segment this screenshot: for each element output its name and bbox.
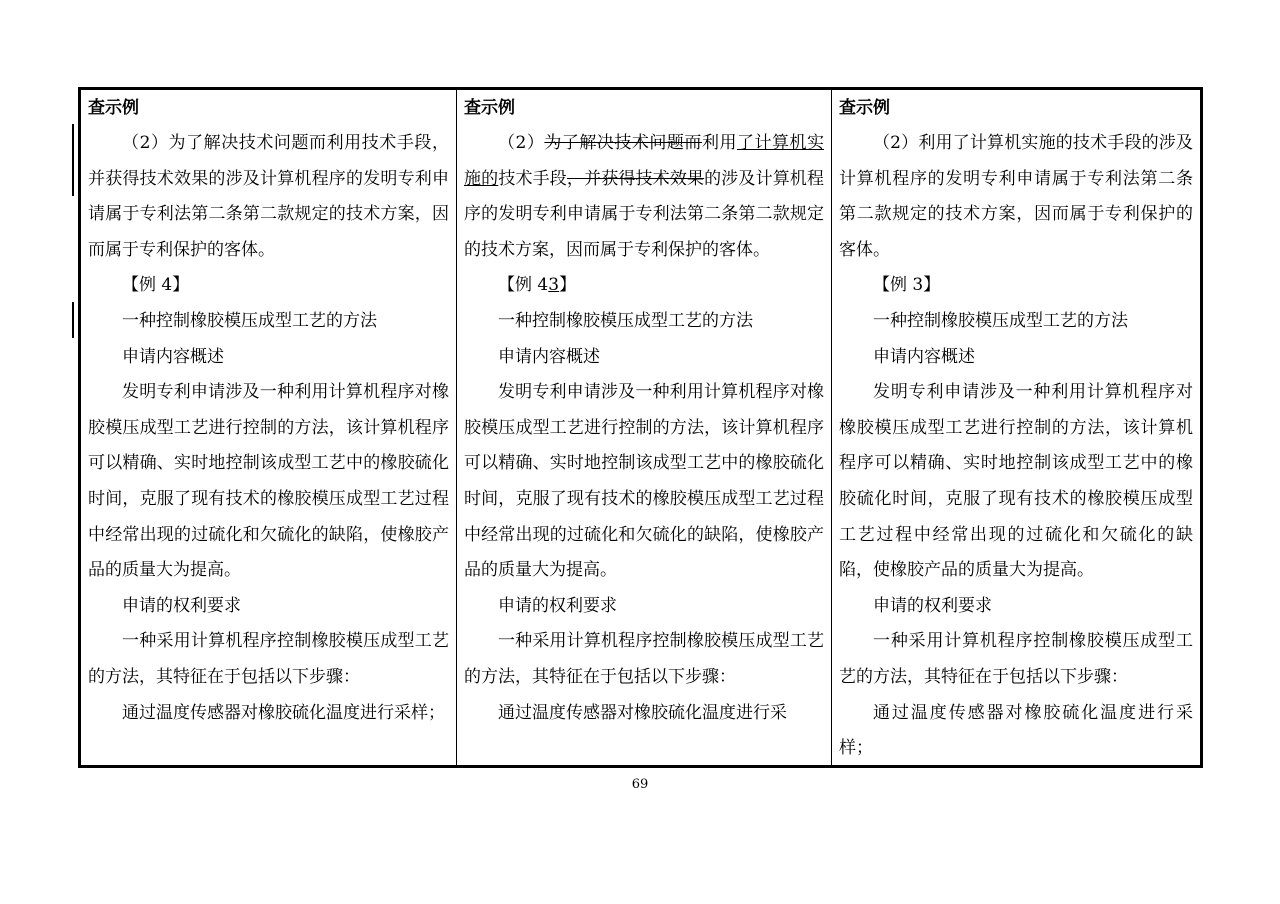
example-label bbox=[464, 268, 824, 304]
paragraph: 申请内容概述 bbox=[873, 346, 975, 367]
paragraph: （2）利用了计算机实施的技术手段的涉及计算机程序的发明专利申请属于专利法第二条第二款规定的技术方案，因而属于专利保护的客体。 bbox=[839, 133, 1193, 260]
text-run: 】 bbox=[559, 275, 577, 296]
example-label: 【例 3】 bbox=[873, 275, 941, 296]
text-run: 【例 4 bbox=[498, 275, 549, 296]
column-body bbox=[839, 126, 1193, 765]
paragraph: 一种控制橡胶模压成型工艺的方法 bbox=[122, 310, 377, 331]
paragraph: 申请的权利要求 bbox=[122, 595, 241, 616]
page-number: 69 bbox=[631, 777, 649, 792]
comparison-table bbox=[78, 87, 1203, 768]
paragraph: 一种采用计算机程序控制橡胶模压成型工艺的方法，其特征在于包括以下步骤： bbox=[88, 631, 449, 687]
paragraph: 发明专利申请涉及一种利用计算机程序对橡胶模压成型工艺进行控制的方法，该计算机程序可以精确、实时地控制该成型工艺中的橡胶硫化时间，克服了现有技术的橡胶模压成型工艺过程中经常出现的过硫化和欠硫化的缺陷，使橡胶产品的质量大为提高。 bbox=[464, 382, 824, 581]
example-label: 【例 4】 bbox=[122, 275, 190, 296]
paragraph: 申请内容概述 bbox=[498, 346, 600, 367]
paragraph: 通过温度传感器对橡胶硫化温度进行采样； bbox=[839, 702, 1193, 759]
inserted-text: 3 bbox=[548, 275, 560, 296]
column-original bbox=[81, 90, 456, 765]
column-body bbox=[88, 126, 449, 731]
deleted-text: ，并获得技术效果 bbox=[566, 168, 705, 189]
paragraph-tracked bbox=[464, 126, 824, 268]
column-header: 查示例 bbox=[839, 98, 890, 118]
paragraph: 发明专利申请涉及一种利用计算机程序对橡胶模压成型工艺进行控制的方法，该计算机程序可以精确、实时地控制该成型工艺中的橡胶硫化时间，克服了现有技术的橡胶模压成型工艺过程中经常出现的过硫化和欠硫化的缺陷，使橡胶产品的质量大为提高。 bbox=[839, 382, 1193, 581]
inserted-text: 了计算机实施的 bbox=[464, 133, 825, 189]
text-run: 技术手段 bbox=[498, 168, 567, 189]
paragraph: 一种采用计算机程序控制橡胶模压成型工艺的方法，其特征在于包括以下步骤： bbox=[839, 631, 1193, 687]
paragraph: 一种采用计算机程序控制橡胶模压成型工艺的方法，其特征在于包括以下步骤： bbox=[464, 631, 824, 687]
paragraph: 申请的权利要求 bbox=[498, 595, 617, 616]
column-final bbox=[831, 90, 1200, 765]
deleted-text: 为了解决技术问题而 bbox=[544, 133, 702, 153]
column-header: 查示例 bbox=[464, 98, 515, 118]
paragraph: 一种控制橡胶模压成型工艺的方法 bbox=[498, 310, 753, 331]
paragraph: 通过温度传感器对橡胶硫化温度进行采样； bbox=[122, 702, 445, 723]
text-run: （2） bbox=[498, 133, 545, 153]
paragraph: （2）为了解决技术问题而利用技术手段，并获得技术效果的涉及计算机程序的发明专利申请属于专利法第二条第二款规定的技术方案，因而属于专利保护的客体。 bbox=[88, 133, 449, 260]
column-revision bbox=[456, 90, 831, 765]
revision-bar bbox=[72, 302, 74, 338]
text-run: 的涉及计算机程序的发明专利申请属于专利法第二条第二款规定的技术方案，因而属于专利保护的客体。 bbox=[464, 168, 825, 260]
paragraph: 一种控制橡胶模压成型工艺的方法 bbox=[873, 310, 1128, 331]
revision-bar bbox=[72, 124, 74, 196]
text-run: 利用 bbox=[701, 133, 737, 153]
column-body bbox=[464, 126, 824, 731]
paragraph: 申请内容概述 bbox=[122, 346, 224, 367]
paragraph: 申请的权利要求 bbox=[873, 595, 992, 616]
column-header: 查示例 bbox=[88, 98, 139, 118]
paragraph: 发明专利申请涉及一种利用计算机程序对橡胶模压成型工艺进行控制的方法，该计算机程序可以精确、实时地控制该成型工艺中的橡胶硫化时间，克服了现有技术的橡胶模压成型工艺过程中经常出现的过硫化和欠硫化的缺陷，使橡胶产品的质量大为提高。 bbox=[88, 382, 449, 581]
paragraph: 通过温度传感器对橡胶硫化温度进行采 bbox=[498, 702, 787, 723]
